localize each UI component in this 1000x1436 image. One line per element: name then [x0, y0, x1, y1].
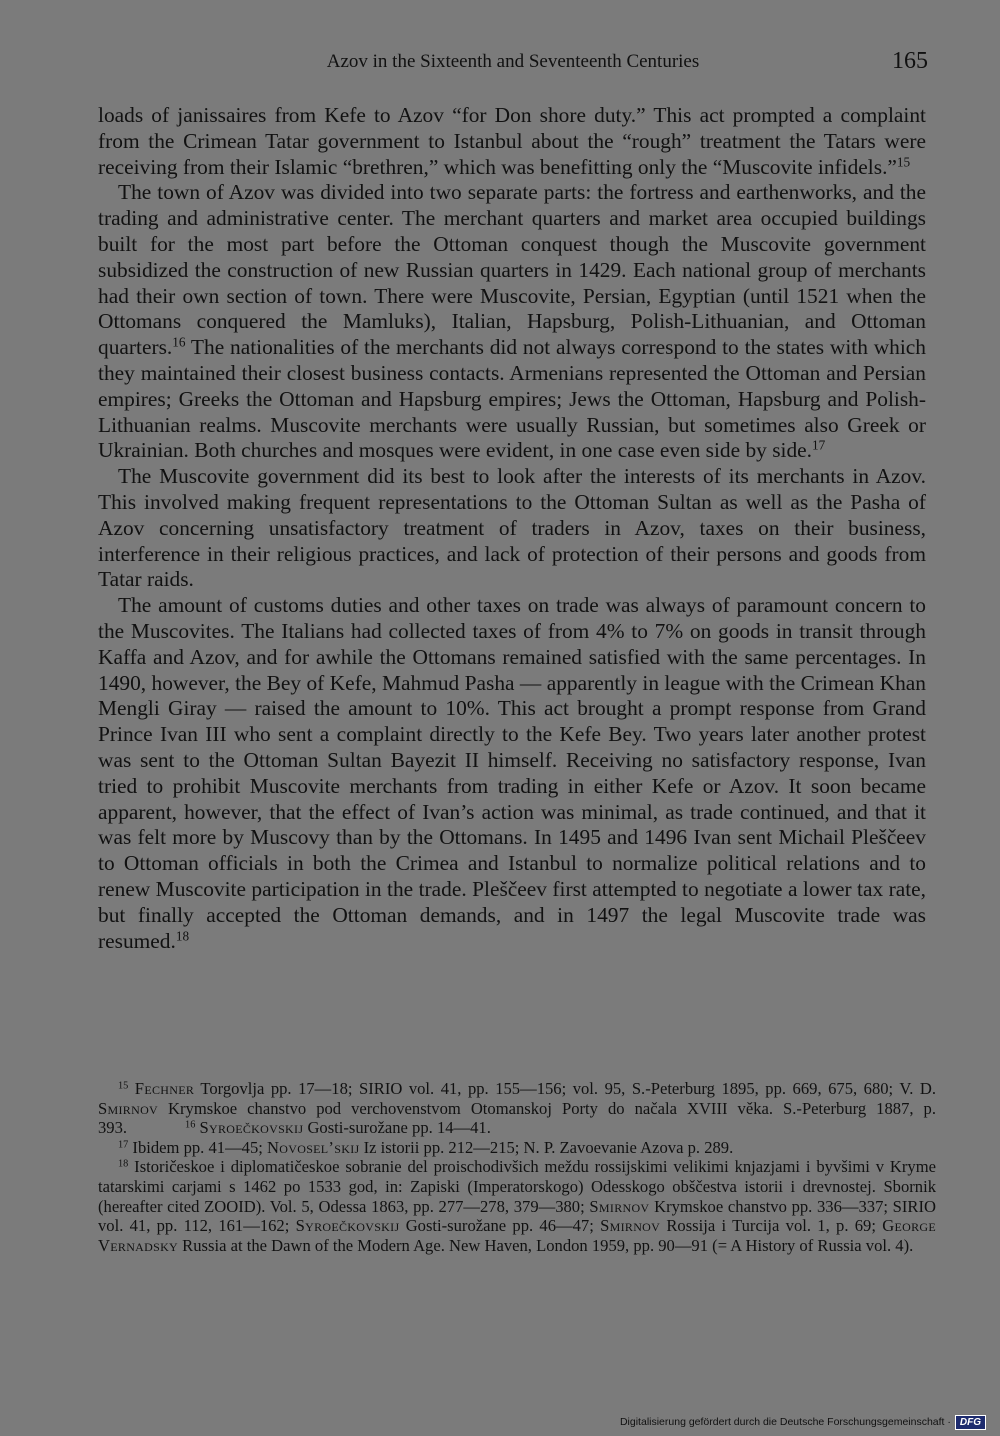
footnote-number-16: 16: [185, 1119, 196, 1131]
paragraph-1-text: loads of janissaires from Kefe to Azov “for Don shore duty.” This act prompted a complaint from the Crimean Tatar government to Istanbul about the “rough” treatment the Tatars were receiving from their Islamic “brethren,” which was benefitting only the “Muscovite infidels.”: [98, 103, 926, 179]
footnote-ref-16: 16: [172, 334, 186, 350]
footnote-text: Gosti-surožane pp. 46—47;: [399, 1216, 601, 1236]
paragraph-4-text: The amount of customs duties and other taxes on trade was always of paramount concern to the Muscovites. The Italians had collected taxes of from 4% to 7% on goods in transit through Kaffa and Azov, and for awhile the Ottomans remained satisfied with the same percentages. In 1490, however, the Bey of Kefe, Mahmud Pasha — apparently in league with the Crimean Khan Mengli Giray — raised the amount to 10%. This act brought a prompt response from Grand Prince Ivan III who sent a complaint directly to the Kefe Bey. Two years later another protest was sent to the Ottoman Sultan Bayezit II himself. Receiving no satisfactory response, Ivan tried to prohibit Muscovite merchants from trading in either Kefe or Azov. It soon became apparent, however, that the effect of Ivan’s action was minimal, as trade continued, and that it was felt more by Muscovy than by the Ottomans. In 1495 and 1496 Ivan sent Michail Pleščeev to Ottoman officials in both the Crimea and Istanbul to normalize political relations and to renew Muscovite participation in the trade. Pleščeev first attempted to negotiate a lower tax rate, but finally accepted the Ottoman demands, and in 1497 the legal Muscovite trade was resumed.: [98, 593, 926, 953]
footnote-author: Fechner: [134, 1079, 195, 1098]
paragraph-3-text: The Muscovite government did its best to look after the interests of its merchants in Azov. This involved making frequent representations to the Ottoman Sultan as well as the Pasha of Azov concerning unsatisfactory treatment of traders in Azov, taxes on their business, interference in their religious practices, and lack of protection of their persons and goods from Tatar raids.: [98, 464, 926, 592]
footnote-18: [98, 1157, 936, 1255]
footer-text: Digitalisierung gefördert durch die Deutsche Forschungsgemeinschaft ·: [619, 1416, 951, 1428]
paragraph-2: [98, 180, 926, 464]
paragraph-4: [98, 593, 926, 954]
footnote-text: Krymskoe chanstvo pp. 336—337; SIRIO vol. 41, pp. 112, 161—162;: [98, 1196, 937, 1236]
paragraph-3: [98, 464, 926, 593]
running-head: Azov in the Sixteenth and Seventeenth Centuries: [326, 51, 700, 72]
page-header: [98, 48, 928, 78]
main-text: [98, 103, 926, 954]
footnote-text: Rossija i Turcija vol. 1, p. 69;: [660, 1216, 883, 1236]
footnote-author: Novosel’skij: [267, 1137, 360, 1157]
footnote-author: Syroečkovskij: [295, 1216, 400, 1236]
footnote-author: Smirnov: [589, 1196, 650, 1216]
footnote-number-18: 18: [118, 1158, 129, 1170]
page-number: 165: [892, 48, 928, 74]
paragraph-1: [98, 103, 926, 180]
footnote-number-15: 15: [118, 1080, 129, 1092]
footnote-16: [185, 1118, 491, 1137]
footnote-text: Krymskoe chanstvo pod verchovenstvom Otomanskoj Porty do načala XVIII věka. S.-Peterburg 1887, p. 393.: [98, 1098, 936, 1138]
footnote-15-16: [98, 1079, 936, 1138]
footnote-ref-18: 18: [175, 928, 190, 944]
footnote-ref-17: 17: [812, 438, 826, 454]
dfg-logo: DFG: [955, 1415, 986, 1430]
footnote-text: Iz istorii pp. 212—215; N. P. Zavoevanie Azova p. 289.: [359, 1137, 734, 1157]
footnote-text: Russia at the Dawn of the Modern Age. New Haven, London 1959, pp. 90—91 (= A History of Russia vol. 4).: [178, 1235, 914, 1255]
footnote-text: Gosti-surožane pp. 14—41.: [303, 1118, 491, 1138]
footnote-17: [98, 1138, 936, 1158]
paragraph-2-text-a: The town of Azov was divided into two separate parts: the fortress and earthenworks, and the trading and administrative center. The merchant quarters and market area occupied buildings built for the most part before the Ottoman conquest though the Muscovite government subsidized the construction of new Russian quarters in 1429. Each national group of merchants had their own section of town. There were Muscovite, Persian, Egyptian (until 1521 when the Ottomans conquered the Mamluks), Italian, Hapsburg, Polish-Lithuanian, and Ottoman quarters.: [98, 180, 926, 360]
footnote-text: Istoričeskoe i diplomatičeskoe sobranie del proischodivšich meždu rossijskimi velikimi knjazjami i byvšimi v Kryme tatarskimi carjami s 1462 po 1533 god, in: Zapiski (Imperatorskogo) Odesskogo obščestva istorii i drevnostej. Sbornik (hereafter cited ZOOID). Vol. 5, Odessa 1863, pp. 277—278, 379—380;: [98, 1157, 936, 1216]
footnote-author: Syroečkovskij: [199, 1118, 304, 1138]
footnote-number-17: 17: [118, 1139, 129, 1151]
footnote-text: Ibidem pp. 41—45;: [128, 1137, 268, 1157]
paragraph-2-text-b: The nationalities of the merchants did not always correspond to the states with which they maintained their closest business contacts. Armenians represented the Ottoman and Persian empires; Greeks the Ottoman and Hapsburg empires; Jews the Ottoman, Hapsburg and Polish-Lithuanian realms. Muscovite merchants were usually Russian, but sometimes also Greek or Ukrainian. Both churches and mosques were evident, in one case even side by side.: [98, 335, 926, 463]
footnote-author: Smirnov: [98, 1098, 158, 1118]
footnotes: [98, 1079, 936, 1255]
digitization-footer: [620, 1414, 986, 1430]
footnote-text: Torgovlja pp. 17—18; SIRIO vol. 41, pp. 155—156; vol. 95, S.-Peterburg 1895, pp. 669, 675, 680; V. D.: [194, 1079, 936, 1098]
footnote-author: George Vernadsky: [98, 1216, 936, 1255]
footnote-ref-15: 15: [896, 154, 911, 170]
footnote-author: Smirnov: [600, 1216, 661, 1236]
